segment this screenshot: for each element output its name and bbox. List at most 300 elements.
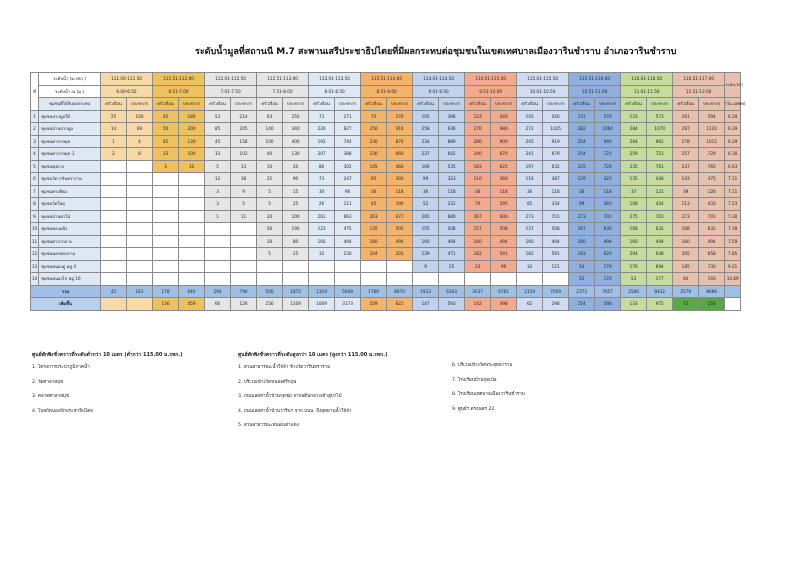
table-cell: 168 xyxy=(673,223,699,236)
table-cell: 131 xyxy=(569,110,595,123)
increase-cell: 62 xyxy=(517,298,543,311)
days-header: ระยะเวลา xyxy=(725,73,741,98)
table-cell: 9 xyxy=(413,260,439,273)
households-header: ครัวเรือน xyxy=(361,98,387,111)
table-cell: 32 xyxy=(517,260,543,273)
low-shelter-item: 4. โบสถ์หนองปักประชาธิปไตย xyxy=(32,408,93,414)
gauge-level-header: 11.01-11.50 xyxy=(621,85,673,98)
increase-cell: 593 xyxy=(439,298,465,311)
table-row xyxy=(31,248,741,261)
table-cell xyxy=(335,273,361,286)
table-cell: 20 xyxy=(257,210,283,223)
table-cell xyxy=(127,198,153,211)
community-name: ชุมชนท่าเทียม xyxy=(39,185,101,198)
table-cell: 8 xyxy=(127,148,153,161)
table-cell: 130 xyxy=(179,135,205,148)
row-number: 11 xyxy=(31,235,39,248)
table-cell xyxy=(543,273,569,286)
households-header: ครัวเรือน xyxy=(413,98,439,111)
table-cell xyxy=(231,260,257,273)
increase-cell: 622 xyxy=(387,298,413,311)
table-cell xyxy=(127,260,153,273)
table-cell: 95 xyxy=(361,173,387,186)
table-cell: 130 xyxy=(283,148,309,161)
total-cell: 8686 xyxy=(699,285,725,298)
total-cell: 1319 xyxy=(309,285,335,298)
table-row xyxy=(31,273,741,286)
table-cell: 75 xyxy=(361,110,387,123)
table-cell: 14 xyxy=(101,123,127,136)
table-cell xyxy=(205,260,231,273)
table-cell: 90 xyxy=(491,260,517,273)
table-cell: 573 xyxy=(647,110,673,123)
table-cell: 39 xyxy=(673,185,699,198)
table-cell xyxy=(153,223,179,236)
community-name: ชุมชนบ้านท่าไม้ xyxy=(39,210,101,223)
table-cell: 53 xyxy=(205,110,231,123)
table-cell: 446 xyxy=(647,173,673,186)
table-cell: 270 xyxy=(387,110,413,123)
table-cell: 116 xyxy=(517,173,543,186)
households-header: ครัวเรือน xyxy=(569,98,595,111)
table-cell xyxy=(361,260,387,273)
table-row xyxy=(31,223,741,236)
table-cell xyxy=(179,273,205,286)
table-cell xyxy=(257,273,283,286)
gauge-level-header: 9.01-9.50 xyxy=(413,85,465,98)
table-cell: 254 xyxy=(569,135,595,148)
households-header: ครัวเรือน xyxy=(517,98,543,111)
table-cell: 936 xyxy=(439,123,465,136)
table-cell: 508 xyxy=(439,223,465,236)
increase-cell xyxy=(101,298,127,311)
table-cell xyxy=(127,210,153,223)
table-cell: 494 xyxy=(335,235,361,248)
table-cell: 475 xyxy=(699,173,725,186)
table-cell: 270 xyxy=(465,123,491,136)
table-cell: 160 xyxy=(569,235,595,248)
msl-row-label: ระดับน้ำ (ม.รทก.) xyxy=(39,73,101,86)
table-cell: 230 xyxy=(361,148,387,161)
table-cell xyxy=(413,273,439,286)
table-cell: 494 xyxy=(595,235,621,248)
table-cell: 273 xyxy=(517,210,543,223)
table-cell: 45 xyxy=(361,198,387,211)
table-cell xyxy=(283,273,309,286)
table-cell: 96 xyxy=(335,185,361,198)
table-cell: 143 xyxy=(673,173,699,186)
table-cell: 160 xyxy=(673,235,699,248)
table-cell: 663 xyxy=(335,210,361,223)
table-cell: 129 xyxy=(569,173,595,186)
high-shelter-item: 5. สวนสาธารณะหนองเต่าแดง xyxy=(238,423,299,428)
table-cell xyxy=(179,248,205,261)
table-cell xyxy=(101,173,127,186)
community-name: ชุมชนนครทองกาม xyxy=(39,248,101,261)
table-cell: 54 xyxy=(569,260,595,273)
table-cell: 471 xyxy=(439,248,465,261)
table-cell: 701 xyxy=(595,210,621,223)
community-name: ชุมชนวัดวารินทราราม xyxy=(39,173,101,186)
table-cell: 118 xyxy=(491,185,517,198)
table-cell: 190 xyxy=(387,198,413,211)
table-cell: 160 xyxy=(361,235,387,248)
table-cell xyxy=(101,223,127,236)
table-cell: 37 xyxy=(621,185,647,198)
increase-cell: 142 xyxy=(465,298,491,311)
table-cell: 25 xyxy=(283,248,309,261)
table-cell: 261 xyxy=(309,210,335,223)
gauge-level-header: 10.51-11.00 xyxy=(569,85,621,98)
table-cell: 140 xyxy=(257,123,283,136)
table-cell: 110 xyxy=(465,173,491,186)
table-cell: 273 xyxy=(673,210,699,223)
table-row xyxy=(31,185,741,198)
increase-cell xyxy=(127,298,153,311)
days-cell: 7.23 xyxy=(725,198,741,211)
table-cell: 245 xyxy=(517,135,543,148)
table-cell: 170 xyxy=(595,273,621,286)
page-title: ระดับน้ำมูลที่สถานนี M.7 สะพานเสรีประชาธิปไตยที่มีผลกระทบต่อชุมชนในเขตเทศบาลเมืองวารินชำราบ อำเภอวารินชำราบ xyxy=(195,47,677,57)
table-cell xyxy=(205,223,231,236)
increase-cell: 256 xyxy=(257,298,283,311)
table-cell xyxy=(205,235,231,248)
table-cell: 340 xyxy=(283,123,309,136)
table-cell: 440 xyxy=(491,110,517,123)
table-row xyxy=(31,135,741,148)
table-cell: 494 xyxy=(699,235,725,248)
table-cell: 60 xyxy=(673,273,699,286)
table-cell: 12 xyxy=(205,173,231,186)
table-cell: 494 xyxy=(647,235,673,248)
table-cell: 295 xyxy=(491,198,517,211)
table-cell: 69 xyxy=(127,123,153,136)
table-cell: 121 xyxy=(543,260,569,273)
table-cell: 23 xyxy=(465,260,491,273)
community-header: ชุมชนที่ได้รับผลกระทบ xyxy=(39,98,101,111)
table-cell: 123 xyxy=(465,110,491,123)
table-cell: 52 xyxy=(569,273,595,286)
increase-cell: 126 xyxy=(231,298,257,311)
increase-cell: 72 xyxy=(673,298,699,311)
table-cell: 591 xyxy=(491,248,517,261)
table-cell: 108 xyxy=(621,198,647,211)
households-header: ครัวเรือน xyxy=(101,98,127,111)
increase-days-cell xyxy=(725,298,741,311)
table-cell xyxy=(101,248,127,261)
msl-level-header: 115.01-115.50 xyxy=(517,73,569,86)
msl-level-header: 114.01-114.50 xyxy=(413,73,465,86)
table-cell: 257 xyxy=(673,148,699,161)
table-cell: 648 xyxy=(647,248,673,261)
row-number: 5 xyxy=(31,160,39,173)
table-cell: 5 xyxy=(231,198,257,211)
table-cell: 765 xyxy=(699,160,725,173)
table-cell xyxy=(153,198,179,211)
community-name: ชุมชนทุ่งธาง xyxy=(39,160,101,173)
table-cell: 500 xyxy=(387,223,413,236)
table-cell xyxy=(231,223,257,236)
table-cell: 45 xyxy=(205,135,231,148)
table-cell: 70 xyxy=(465,198,491,211)
high-shelter-item: 8. โรงเรียนเทศบาลเมืองวารินชำราบ xyxy=(452,392,525,397)
table-cell: 632 xyxy=(647,223,673,236)
table-cell: 940 xyxy=(595,135,621,148)
row-number: 2 xyxy=(31,123,39,136)
table-cell: 231 xyxy=(439,198,465,211)
table-cell: 10 xyxy=(257,160,283,173)
table-cell: 919 xyxy=(543,135,569,148)
table-cell: 80 xyxy=(283,235,309,248)
table-cell: 680 xyxy=(439,210,465,223)
total-cell: 8432 xyxy=(647,285,673,298)
total-row xyxy=(31,285,741,298)
table-cell: 1064 xyxy=(595,123,621,136)
table-cell: 625 xyxy=(491,160,517,173)
table-cell xyxy=(387,273,413,286)
table-cell: 9 xyxy=(231,185,257,198)
table-cell: 5 xyxy=(257,198,283,211)
table-cell: 180 xyxy=(179,110,205,123)
community-name: ชุมชนหนองดู่ หมู่ 4 xyxy=(39,260,101,273)
high-shelter-item: 7. โรงเรียนบ้านกุดเป๋อ xyxy=(452,377,497,383)
high-shelter-item: 2. บริเวณข้างวัดหนองศรีกฤษ xyxy=(238,379,297,385)
low-shelters-title: ศูนย์พักพิงชั่วคราวที่ระดับต่ำกว่า 10 เมตร (ต่ำกว่า 115.00 ม.รทก.) xyxy=(32,352,183,358)
table-cell: 100 xyxy=(127,110,153,123)
table-cell: 145 xyxy=(361,160,387,173)
table-cell: 100 xyxy=(257,135,283,148)
table-cell: 214 xyxy=(231,110,257,123)
table-cell xyxy=(101,260,127,273)
table-cell: 620 xyxy=(595,248,621,261)
table-cell: 334 xyxy=(543,198,569,211)
table-cell xyxy=(101,235,127,248)
table-cell: 177 xyxy=(647,273,673,286)
days-cell: 7.11 xyxy=(725,185,741,198)
msl-level-header: 112.51-113.00 xyxy=(257,73,309,86)
gauge-level-header: 8.51-9.00 xyxy=(361,85,413,98)
table-cell: 900 xyxy=(491,135,517,148)
table-cell: 50 xyxy=(153,123,179,136)
msl-level-header: 113.01-113.50 xyxy=(309,73,361,86)
days-cell: 10.69 xyxy=(725,273,741,286)
gauge-level-header: 6.00-6.50 xyxy=(101,85,153,98)
table-cell: 254 xyxy=(569,148,595,161)
table-cell: 32 xyxy=(309,248,335,261)
increase-cell: 498 xyxy=(491,298,517,311)
low-shelter-item: 2. วัดศาลาสมุข xyxy=(32,379,64,385)
gauge-level-header: 6.51-7.00 xyxy=(153,85,205,98)
table-cell: 135 xyxy=(361,223,387,236)
increase-cell: 1109 xyxy=(283,298,309,311)
table-cell xyxy=(179,223,205,236)
table-cell: 63 xyxy=(257,110,283,123)
table-cell xyxy=(491,273,517,286)
table-cell: 5 xyxy=(257,185,283,198)
row-number: 8 xyxy=(31,198,39,211)
table-cell: 104 xyxy=(361,248,387,261)
table-cell xyxy=(127,248,153,261)
table-cell: 36 xyxy=(465,185,491,198)
table-cell: 1120 xyxy=(699,123,725,136)
population-header: ประชากร xyxy=(335,98,361,111)
msl-level-header: 111.51-112.00 xyxy=(153,73,205,86)
gauge-level-header: 8.01-8.50 xyxy=(309,85,361,98)
table-cell: 670 xyxy=(491,148,517,161)
population-header: ประชากร xyxy=(439,98,465,111)
table-cell: 182 xyxy=(465,248,491,261)
row-number: 14 xyxy=(31,273,39,286)
table-cell: 632 xyxy=(543,160,569,173)
table-cell: 729 xyxy=(699,148,725,161)
days-subheader: (วัน อพยพ) xyxy=(725,98,741,111)
community-name: ชุมชนปากมูลใต้ xyxy=(39,110,101,123)
table-cell: 118 xyxy=(387,185,413,198)
table-cell: 205 xyxy=(673,248,699,261)
increase-cell: 298 xyxy=(543,298,569,311)
table-row xyxy=(31,235,741,248)
table-cell: 3 xyxy=(205,185,231,198)
gauge-level-header: 11.51-12.00 xyxy=(673,85,725,98)
msl-level-header: 116.51-117.00 xyxy=(673,73,725,86)
days-cell: 6.29 xyxy=(725,123,741,136)
increase-cell: 3173 xyxy=(335,298,361,311)
table-cell: 45 xyxy=(153,110,179,123)
table-cell: 201 xyxy=(387,248,413,261)
households-header: ครัวเรือน xyxy=(257,98,283,111)
low-shelters-notes xyxy=(32,351,207,422)
table-cell: 660 xyxy=(387,148,413,161)
community-name: ชุมชนวัดใหม่ xyxy=(39,198,101,211)
high-shelter-item: 9. ศูนย์ฯ ตรงนคร 22 xyxy=(452,406,495,412)
increase-cell: 254 xyxy=(569,298,595,311)
population-header: ประชากร xyxy=(231,98,257,111)
table-cell: 247 xyxy=(335,173,361,186)
row-number: 10 xyxy=(31,223,39,236)
table-cell: 200 xyxy=(179,123,205,136)
days-cell: 7.39 xyxy=(725,223,741,236)
table-cell: 235 xyxy=(621,160,647,173)
population-header: ประชากร xyxy=(699,98,725,111)
total-cell: 2119 xyxy=(517,285,543,298)
table-cell xyxy=(257,260,283,273)
total-cell: 7059 xyxy=(543,285,569,298)
population-header: ประชากร xyxy=(595,98,621,111)
days-cell: 7.30 xyxy=(725,210,741,223)
total-cell: 178 xyxy=(153,285,179,298)
table-cell: 250 xyxy=(283,110,309,123)
table-cell: 52 xyxy=(413,198,439,211)
table-cell: 99 xyxy=(569,198,595,211)
table-cell: 658 xyxy=(699,248,725,261)
table-cell xyxy=(231,235,257,248)
table-cell xyxy=(309,260,335,273)
table-cell xyxy=(153,273,179,286)
msl-level-header: 111.00-111.50 xyxy=(101,73,153,86)
table-cell: 282 xyxy=(569,123,595,136)
table-cell: 5 xyxy=(205,160,231,173)
gauge-level-header: 10.01-10.50 xyxy=(517,85,569,98)
total-cell: 6761 xyxy=(491,285,517,298)
table-cell: 190 xyxy=(283,223,309,236)
table-cell: 192 xyxy=(309,135,335,148)
table-cell: 160 xyxy=(309,235,335,248)
table-cell xyxy=(127,185,153,198)
table-cell: 183 xyxy=(465,160,491,173)
table-cell xyxy=(179,185,205,198)
gauge-row-label: ระดับน้ำ ณ (ม.) xyxy=(39,85,101,98)
community-name: ชุมชนศาลาสมุข 1 xyxy=(39,148,101,161)
table-cell xyxy=(101,210,127,223)
table-row xyxy=(31,198,741,211)
total-cell: 294 xyxy=(205,285,231,298)
table-cell: 726 xyxy=(595,160,621,173)
table-cell: 205 xyxy=(231,123,257,136)
table-cell xyxy=(153,248,179,261)
table-cell: 85 xyxy=(205,123,231,136)
table-cell: 297 xyxy=(673,123,699,136)
days-cell: 7.59 xyxy=(725,235,741,248)
table-cell: 166 xyxy=(413,160,439,173)
table-cell: 100 xyxy=(179,148,205,161)
table-row xyxy=(31,123,741,136)
table-cell: 111 xyxy=(335,198,361,211)
high-shelter-item: 1. สวนสาธารณะน้ำใจ้จ้า ข้างวัดวารินทราราม xyxy=(238,365,331,370)
total-cell: 2373 xyxy=(569,285,595,298)
table-cell: 508 xyxy=(491,223,517,236)
no-header: ที่ xyxy=(31,73,39,111)
community-name: ชุมชนหนองไก่ หมู่ 16 xyxy=(39,273,101,286)
table-cell: 1015 xyxy=(543,123,569,136)
table-cell: 118 xyxy=(439,185,465,198)
table-cell xyxy=(179,260,205,273)
low-shelter-item: 3. ตลาดศาลาสมุข xyxy=(32,394,70,399)
row-number: 13 xyxy=(31,260,39,273)
table-cell: 105 xyxy=(413,110,439,123)
increase-cell: 66 xyxy=(205,298,231,311)
table-cell: 36 xyxy=(517,185,543,198)
table-cell: 145 xyxy=(517,110,543,123)
table-cell: 980 xyxy=(491,123,517,136)
gauge-level-header: 7.51-8.00 xyxy=(257,85,309,98)
table-cell: 185 xyxy=(673,260,699,273)
days-cell: 6.30 xyxy=(725,148,741,161)
days-cell: 7.11 xyxy=(725,173,741,186)
water-level-impact-table xyxy=(30,72,746,311)
total-cell: 1875 xyxy=(283,285,309,298)
table-cell xyxy=(153,235,179,248)
increase-cell: 136 xyxy=(153,298,179,311)
table-cell: 20 xyxy=(283,160,309,173)
msl-level-header: 112.01-112.50 xyxy=(205,73,257,86)
table-cell: 102 xyxy=(231,148,257,161)
row-number: 1 xyxy=(31,110,39,123)
table-cell xyxy=(179,173,205,186)
population-header: ประชากร xyxy=(179,98,205,111)
population-header: ประชากร xyxy=(283,98,309,111)
table-cell xyxy=(153,173,179,186)
table-cell: 155 xyxy=(413,223,439,236)
table-cell: 694 xyxy=(647,260,673,273)
table-cell: 135 xyxy=(621,173,647,186)
increase-cell: 1009 xyxy=(309,298,335,311)
table-cell: 258 xyxy=(413,123,439,136)
table-cell: 570 xyxy=(595,110,621,123)
table-cell: 85 xyxy=(517,198,543,211)
high-shelter-item: 6. บริเวณข้างวัดพระสุทธาราม xyxy=(452,363,513,368)
table-cell: 30 xyxy=(309,185,335,198)
table-cell: 962 xyxy=(647,135,673,148)
